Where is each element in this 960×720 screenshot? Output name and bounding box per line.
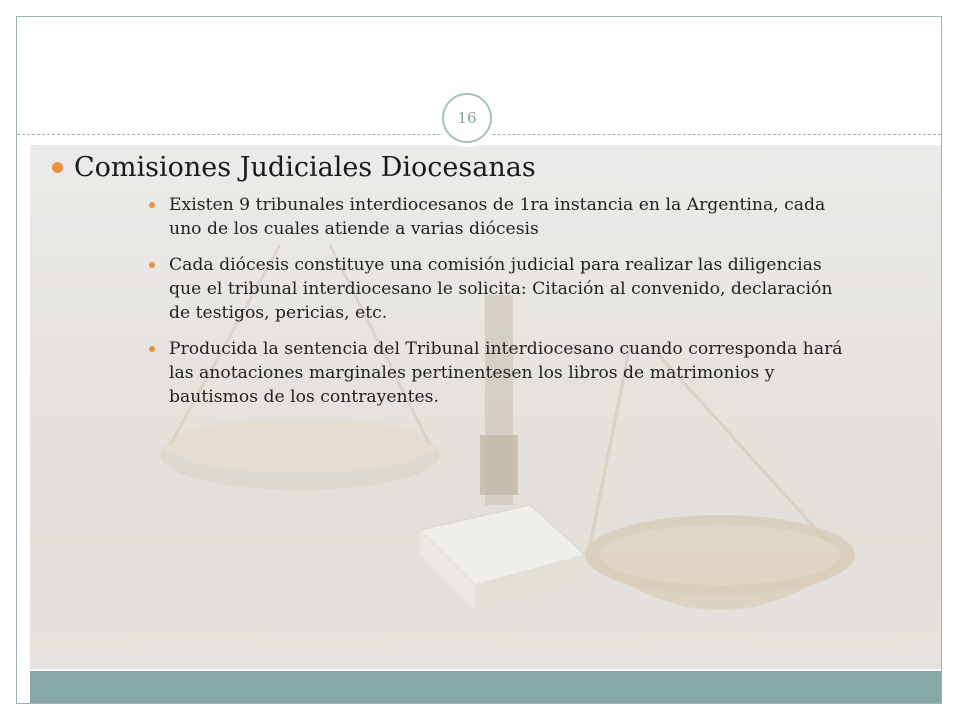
slide-content	[52, 152, 882, 421]
sub-bullet-list	[52, 193, 882, 409]
main-bullet	[52, 152, 882, 183]
footer-bar	[30, 671, 942, 704]
bullet-dot-icon	[149, 202, 155, 208]
page-number-badge: 16	[442, 93, 492, 143]
sub-bullet-text: Existen 9 tribunales interdiocesanos de 1ra instancia en la Argentina, cada uno de los cuales atiende a varias diócesis	[169, 195, 826, 239]
bullet-dot-icon	[149, 262, 155, 268]
slide-heading: Comisiones Judiciales Diocesanas	[74, 152, 536, 183]
sub-bullet-item	[149, 337, 859, 409]
sub-bullet-text: Producida la sentencia del Tribunal interdiocesano cuando corresponda hará las anotaciones marginales pertinentesen los libros de matrimonios y bautismos de los contrayentes.	[169, 339, 843, 407]
sub-bullet-item	[149, 193, 859, 241]
sub-bullet-text: Cada diócesis constituye una comisión judicial para realizar las diligencias que el tribunal interdiocesano le solicita: Citación al convenido, declaración de testigos, pericias, etc.	[169, 255, 833, 323]
bullet-dot-icon	[149, 346, 155, 352]
sub-bullet-item	[149, 253, 859, 325]
bullet-dot-icon	[52, 162, 63, 173]
